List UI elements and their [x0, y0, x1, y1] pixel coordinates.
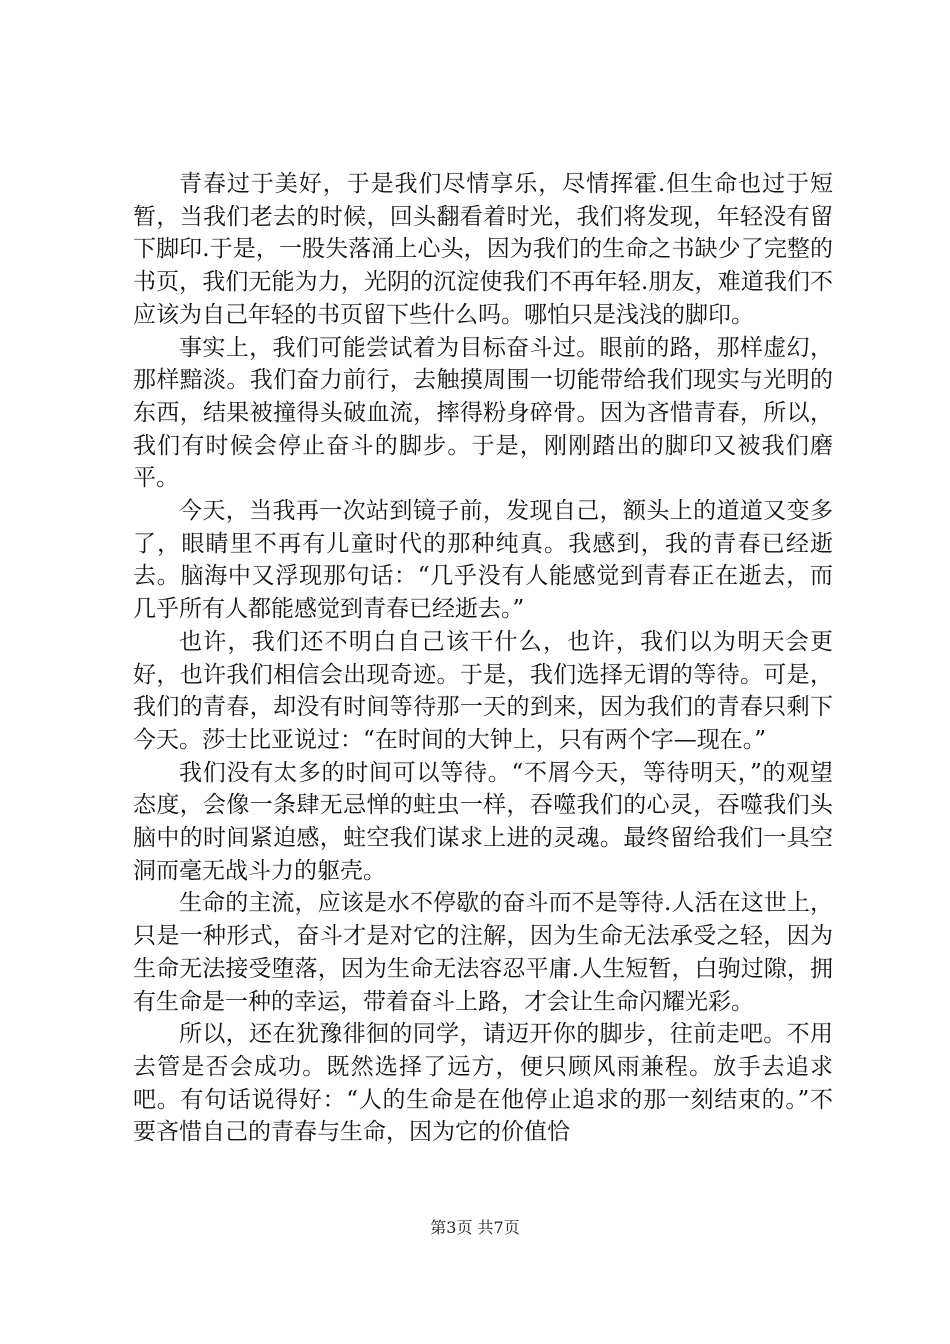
paragraph: 也许，我们还不明白自己该干什么，也许，我们以为明天会更好，也许我们相信会出现奇迹。于是，我们选择无谓的等待。可是，我们的青春，却没有时间等待那一天的到来，因为我们的青春只剩下今天。莎士比亚说过：“在时间的大钟上，只有两个字—现在。” — [133, 628, 833, 753]
paragraph: 事实上，我们可能尝试着为目标奋斗过。眼前的路，那样虚幻，那样黯淡。我们奋力前行，去触摸周围一切能带给我们现实与光明的东西，结果被撞得头破血流，摔得粉身碎骨。因为吝惜青春，所以，我们有时候会停止奋斗的脚步。于是，刚刚踏出的脚印又被我们磨平。 — [133, 334, 833, 492]
document-body — [133, 168, 833, 1149]
paragraph: 今天，当我再一次站到镜子前，发现自己，额头上的道道又变多了，眼睛里不再有儿童时代的那种纯真。我感到，我的青春已经逝去。脑海中又浮现那句话：“几乎没有人能感觉到青春正在逝去，而几乎所有人都能感觉到青春已经逝去。” — [133, 498, 833, 623]
page-number-footer: 第3页 共7页 — [430, 1218, 520, 1237]
paragraph: 所以，还在犹豫徘徊的同学，请迈开你的脚步，往前走吧。不用去管是否会成功。既然选择了远方，便只顾风雨兼程。放手去追求吧。有句话说得好：“人的生命是在他停止追求的那一刻结束的。”不要吝惜自己的青春与生命，因为它的价值恰 — [133, 1021, 833, 1146]
paragraph: 生命的主流，应该是水不停歇的奋斗而不是等待.人活在这世上，只是一种形式，奋斗才是对它的注解，因为生命无法承受之轻，因为生命无法接受堕落，因为生命无法容忍平庸.人生短暂，白驹过隙，拥有生命是一种的幸运，带着奋斗上路，才会让生命闪耀光彩。 — [133, 890, 833, 1015]
paragraph: 青春过于美好，于是我们尽情享乐，尽情挥霍.但生命也过于短暂，当我们老去的时候，回头翻看着时光，我们将发现，年轻没有留下脚印.于是，一股失落涌上心头，因为我们的生命之书缺少了完整的书页，我们无能为力，光阴的沉淀使我们不再年轻.朋友，难道我们不应该为自己年轻的书页留下些什么吗。哪怕只是浅浅的脚印。 — [133, 171, 833, 328]
paragraph: 我们没有太多的时间可以等待。“不屑今天，等待明天，”的观望态度，会像一条肆无忌惮的蛀虫一样，吞噬我们的心灵，吞噬我们头脑中的时间紧迫感，蛀空我们谋求上进的灵魂。最终留给我们一具空洞而毫无战斗力的躯壳。 — [133, 759, 833, 884]
